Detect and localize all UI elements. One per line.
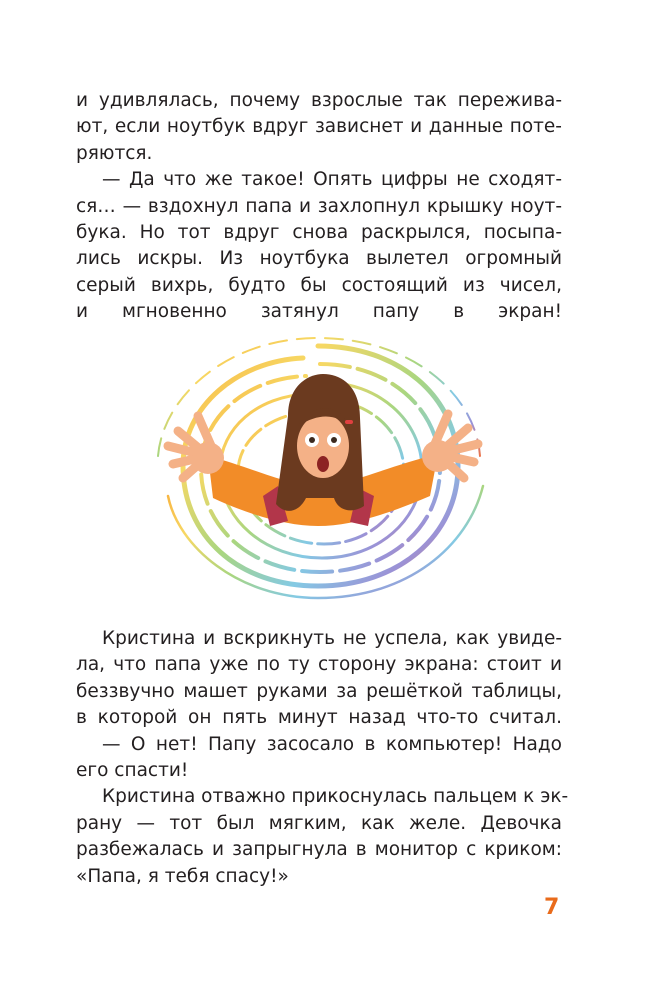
text-line: — О нет! Папу засосало в компьютер! Надо <box>102 733 562 755</box>
text-line: бука. Но тот вдруг снова раскрылся, посыпа- <box>76 221 562 243</box>
page-number: 7 <box>544 895 560 920</box>
illustration-girl-in-vortex <box>138 336 498 604</box>
text-line: ряются. <box>76 142 153 164</box>
text-line: и мгновенно затянул папу в экран! <box>76 301 562 323</box>
text-line: серый вихрь, будто бы состоящий из чисел, <box>76 274 562 296</box>
text-block-top <box>76 88 562 326</box>
text-line: лись искры. Из ноутбука вылетел огромный <box>76 248 562 270</box>
text-line: разбежалась и запрыгнула в монитор с криком: <box>76 839 562 861</box>
text-line: его спасти! <box>76 759 189 781</box>
text-line: «Папа, я тебя спасу!» <box>76 865 289 887</box>
text-line: в которой он пять минут назад что-то считал. <box>76 707 562 729</box>
text-line: беззвучно машет руками за решёткой таблицы, <box>76 680 562 702</box>
text-line: — Да что же такое! Опять цифры не сходят- <box>102 169 562 191</box>
text-line: и удивлялась, почему взрослые так пережива- <box>76 90 562 111</box>
text-line: ют, если ноутбук вдруг зависнет и данные поте- <box>76 116 562 138</box>
text-line: Кристина отважно прикоснулась пальцем к эк- <box>102 786 569 808</box>
text-block-bottom <box>76 626 569 890</box>
text-line: ла, что папа уже по ту сторону экрана: стоит и <box>76 654 562 676</box>
text-line: ся… — вздохнул папа и захлопнул крышку ноут- <box>76 195 562 217</box>
text-line: рану — тот был мягким, как желе. Девочка <box>76 812 562 834</box>
text-line: Кристина и вскрикнуть не успела, как увиде- <box>102 628 562 649</box>
